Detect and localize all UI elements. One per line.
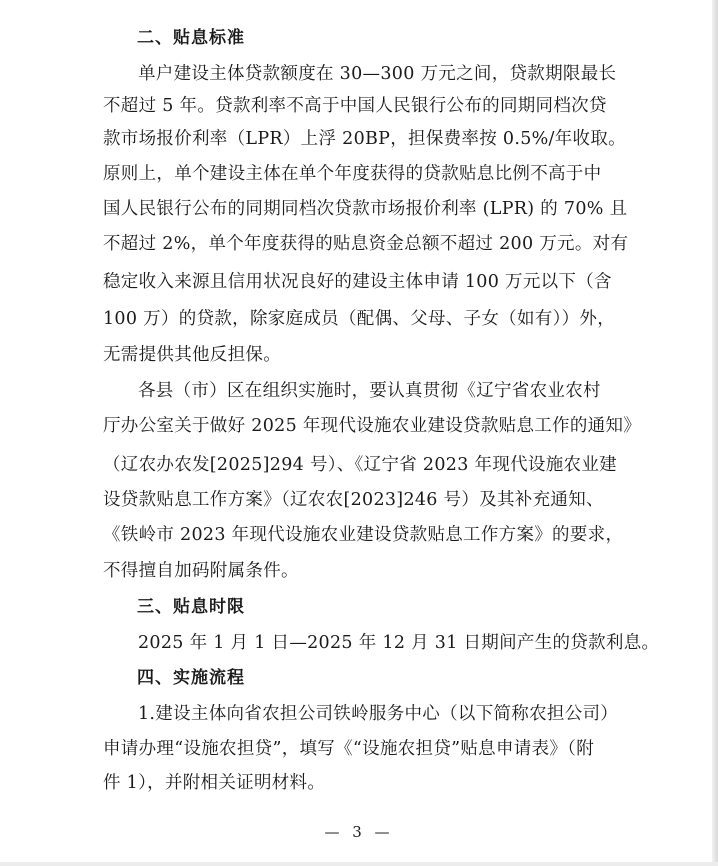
- paragraph-line: 原则上，单个建设主体在单个年度获得的贷款贴息比例不高于中: [103, 164, 602, 184]
- page-number: — 3 —: [324, 823, 394, 841]
- scan-bottom-edge: [0, 862, 718, 866]
- section-heading-subsidy-standard: 二、贴息标准: [137, 28, 245, 48]
- paragraph-line: 1.建设主体向省农担公司铁岭服务中心（以下简称农担公司）: [138, 704, 619, 724]
- paragraph-line: 款市场报价利率（LPR）上浮 20BP，担保费率按 0.5%/年收取。: [103, 129, 626, 149]
- paragraph-line: （辽农办农发[2025]294 号）、《辽宁省 2023 年现代设施农业建: [103, 455, 617, 475]
- paragraph-line: 无需提供其他反担保。: [103, 345, 281, 365]
- paragraph-line: 2025 年 1 月 1 日—2025 年 12 月 31 日期间产生的贷款利息。: [138, 633, 660, 653]
- paragraph-line: 《铁岭市 2023 年现代设施农业建设贷款贴息工作方案》的要求，: [103, 525, 624, 545]
- paragraph-line: 件 1），并附相关证明材料。: [103, 773, 326, 793]
- paragraph-line: 稳定收入来源且信用状况良好的建设主体申请 100 万元以下（含: [103, 272, 612, 292]
- paragraph-line: 单户建设主体贷款额度在 30—300 万元之间，贷款期限最长: [138, 64, 617, 84]
- paragraph-line: 申请办理“设施农担贷”，填写《“设施农担贷”贴息申请表》（附: [103, 739, 595, 759]
- paragraph-line: 不得擅自加码附属条件。: [103, 561, 299, 581]
- paragraph-line: 100 万）的贷款，除家庭成员（配偶、父母、子女（如有））外，: [103, 309, 616, 329]
- section-heading-subsidy-period: 三、贴息时限: [137, 597, 245, 617]
- paragraph-line: 各县（市）区在组织实施时，要认真贯彻《辽宁省农业农村: [138, 381, 601, 401]
- paragraph-line: 国人民银行公布的同期同档次贷款市场报价利率 (LPR) 的 70% 且: [103, 199, 628, 219]
- paragraph-line: 厅办公室关于做好 2025 年现代设施农业建设贷款贴息工作的通知》: [103, 416, 642, 436]
- paragraph-line: 不超过 2%，单个年度获得的贴息资金总额不超过 200 万元。对有: [103, 234, 629, 254]
- paragraph-line: 设贷款贴息工作方案》（辽农农[2023]246 号）及其补充通知、: [103, 490, 604, 510]
- scan-edge-shadow: [712, 0, 718, 866]
- paragraph-line: 不超过 5 年。贷款利率不高于中国人民银行公布的同期同档次贷: [103, 96, 607, 116]
- section-heading-implementation-process: 四、实施流程: [137, 668, 245, 688]
